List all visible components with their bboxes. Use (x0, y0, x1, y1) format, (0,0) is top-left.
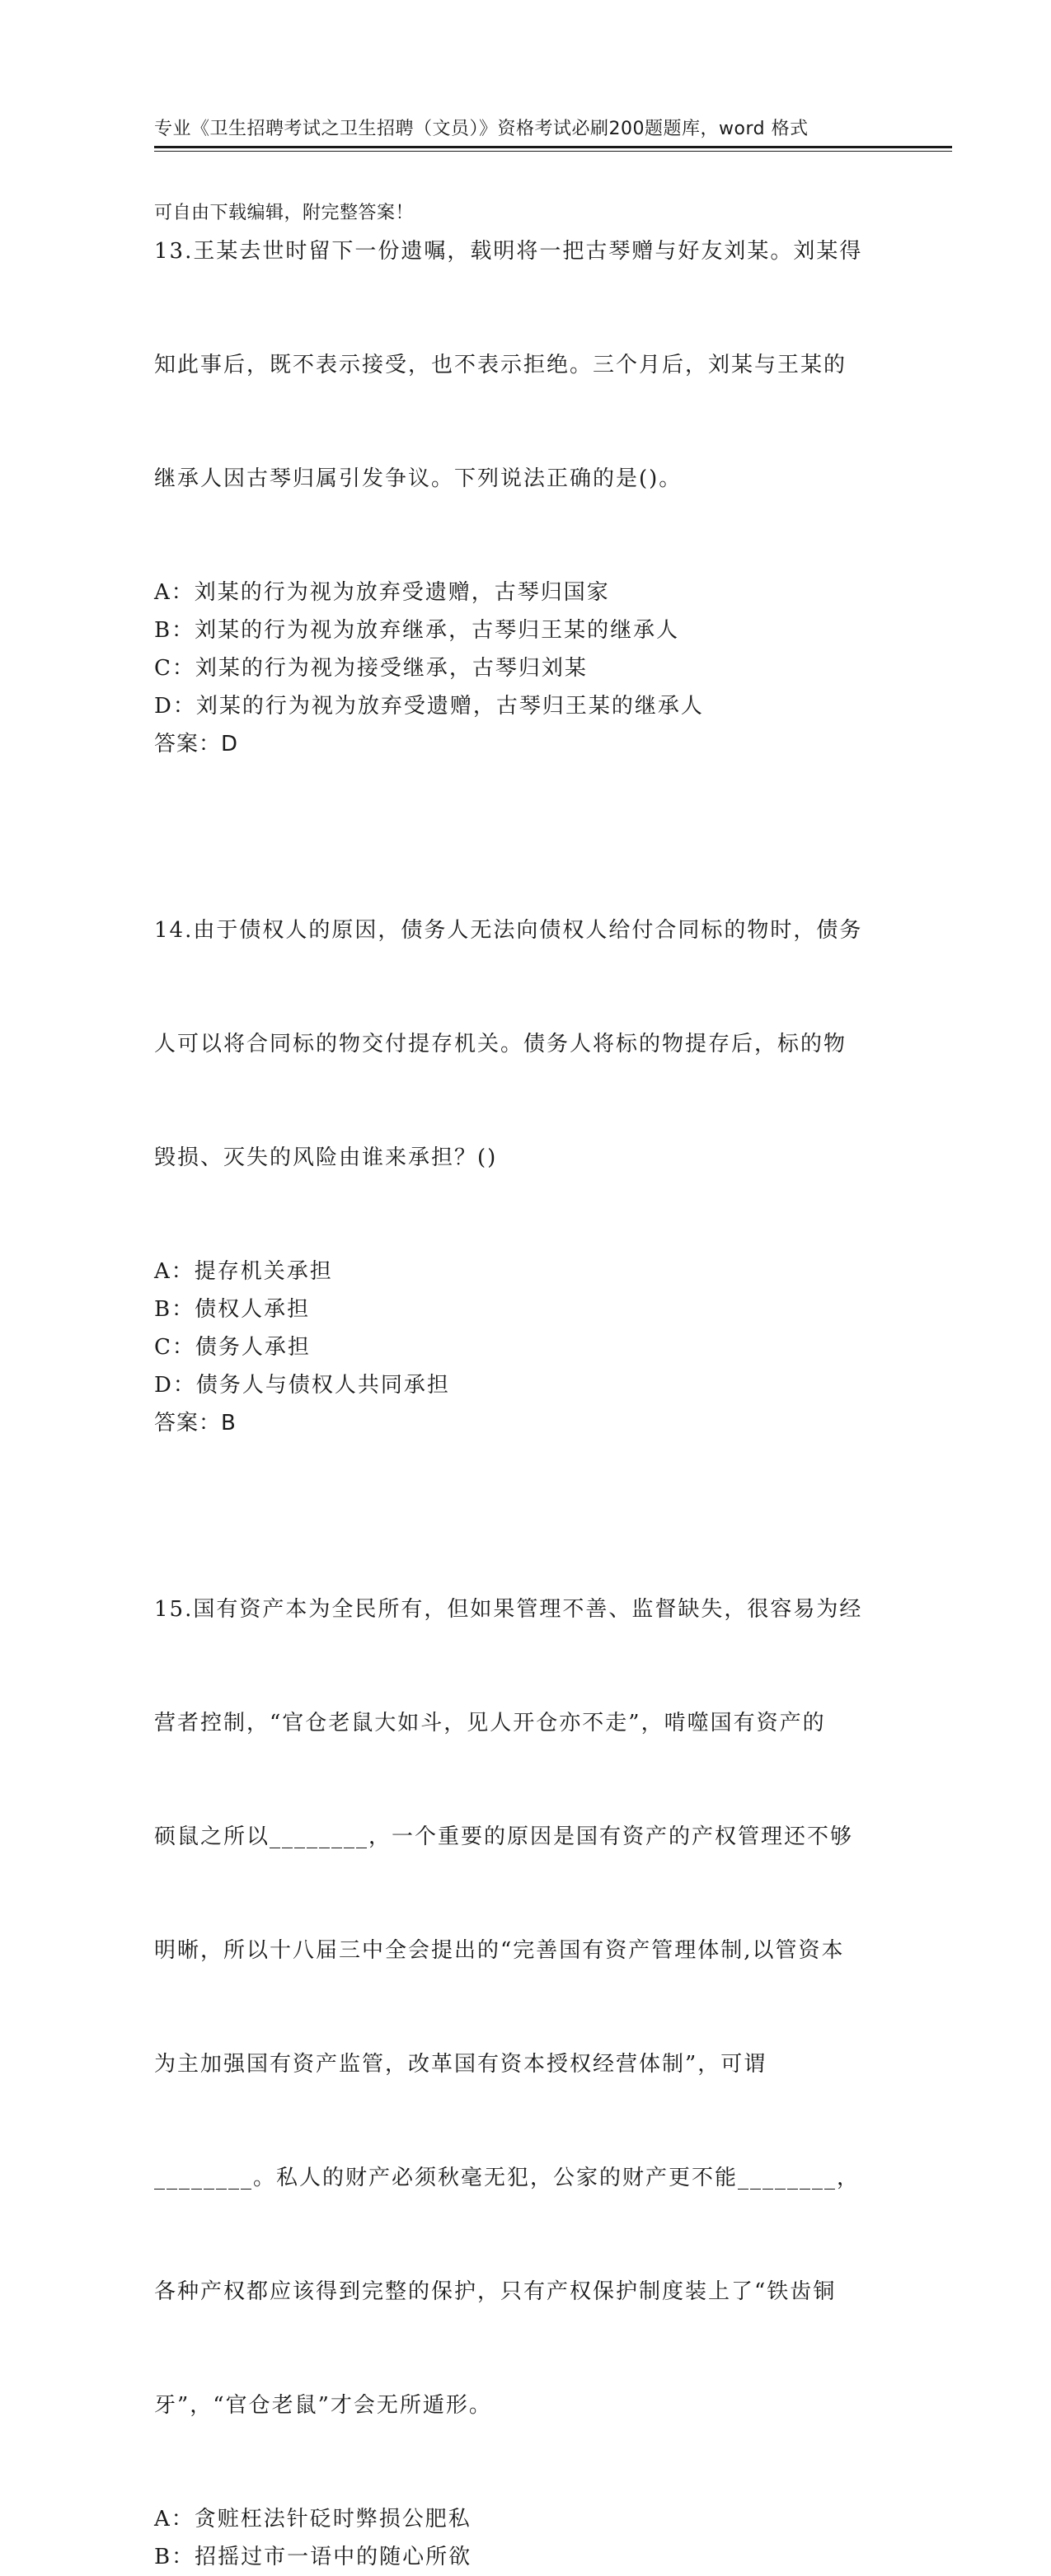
question-13-option-d: D：刘某的行为视为放弃受遗赠，古琴归王某的继承人 (154, 694, 704, 719)
question-list (154, 157, 896, 2576)
question-14-option-a: A：提存机关承担 (154, 1259, 333, 1284)
question-15-line-5: 为主加强国有资产监管，改革国有资本授权经营体制”，可谓 (154, 2052, 767, 2077)
header-divider-thin (154, 151, 952, 152)
question-15 (154, 1515, 896, 2576)
question-13-line-3: 继承人因古琴归属引发争议。下列说法正确的是()。 (154, 466, 683, 491)
question-13-line-1: 13.王某去世时留下一份遗嘱，载明将一把古琴赠与好友刘某。刘某得 (154, 239, 863, 264)
question-15-line-3: 硕鼠之所以________，一个重要的原因是国有资产的产权管理还不够 (154, 1824, 854, 1849)
question-13-option-c: C：刘某的行为视为接受继承，古琴归刘某 (154, 656, 588, 681)
question-15-line-2: 营者控制，“官仓老鼠大如斗，见人开仓亦不走”，啃噬国有资产的 (154, 1711, 826, 1735)
question-spacer (154, 763, 896, 836)
question-spacer (154, 1442, 896, 1515)
question-14 (154, 836, 896, 1442)
question-13-answer: 答案：D (154, 732, 239, 756)
question-15-option-b: B：招摇过市一语中的随心所欲 (154, 2545, 472, 2569)
question-14-option-b: B：债权人承担 (154, 1297, 311, 1322)
header-divider-thick (154, 146, 952, 148)
question-14-option-c: C：债务人承担 (154, 1335, 311, 1360)
question-15-line-8: 牙”，“官仓老鼠”才会无所遁形。 (154, 2393, 492, 2418)
question-14-line-3: 毁损、灭失的风险由谁来承担？() (154, 1145, 498, 1170)
question-13-line-2: 知此事后，既不表示接受，也不表示拒绝。三个月后，刘某与王某的 (154, 353, 847, 377)
question-14-stem (154, 836, 896, 1253)
question-14-line-2: 人可以将合同标的物交付提存机关。债务人将标的物提存后，标的物 (154, 1032, 847, 1056)
question-15-line-7: 各种产权都应该得到完整的保护，只有产权保护制度装上了“铁齿铜 (154, 2279, 837, 2304)
question-15-stem (154, 1515, 896, 2500)
question-15-line-1: 15.国有资产本为全民所有，但如果管理不善、监督缺失，很容易为经 (154, 1597, 863, 1622)
question-15-line-4: 明晰，所以十八届三中全会提出的“完善国有资产管理体制,以管资本 (154, 1938, 845, 1963)
question-15-option-a: A：贪赃枉法针砭时弊损公肥私 (154, 2507, 472, 2532)
question-14-option-d: D：债务人与债权人共同承担 (154, 1373, 450, 1398)
question-13-option-b: B：刘某的行为视为放弃继承，古琴归王某的继承人 (154, 618, 680, 643)
question-13-option-a: A：刘某的行为视为放弃受遗赠，古琴归国家 (154, 580, 610, 605)
header-line-2: 可自由下载编辑，附完整答案！ (154, 203, 415, 223)
question-14-line-1: 14.由于债权人的原因，债务人无法向债权人给付合同标的物时，债务 (154, 918, 863, 943)
question-15-line-6: ________。私人的财产必须秋毫无犯，公家的财产更不能________， (154, 2166, 861, 2190)
header-line-1: 专业《卫生招聘考试之卫生招聘（文员）》资格考试必刷200题题库，word 格式 (154, 119, 809, 139)
question-14-answer: 答案：B (154, 1411, 237, 1436)
question-13-stem (154, 157, 896, 574)
question-13 (154, 157, 896, 763)
